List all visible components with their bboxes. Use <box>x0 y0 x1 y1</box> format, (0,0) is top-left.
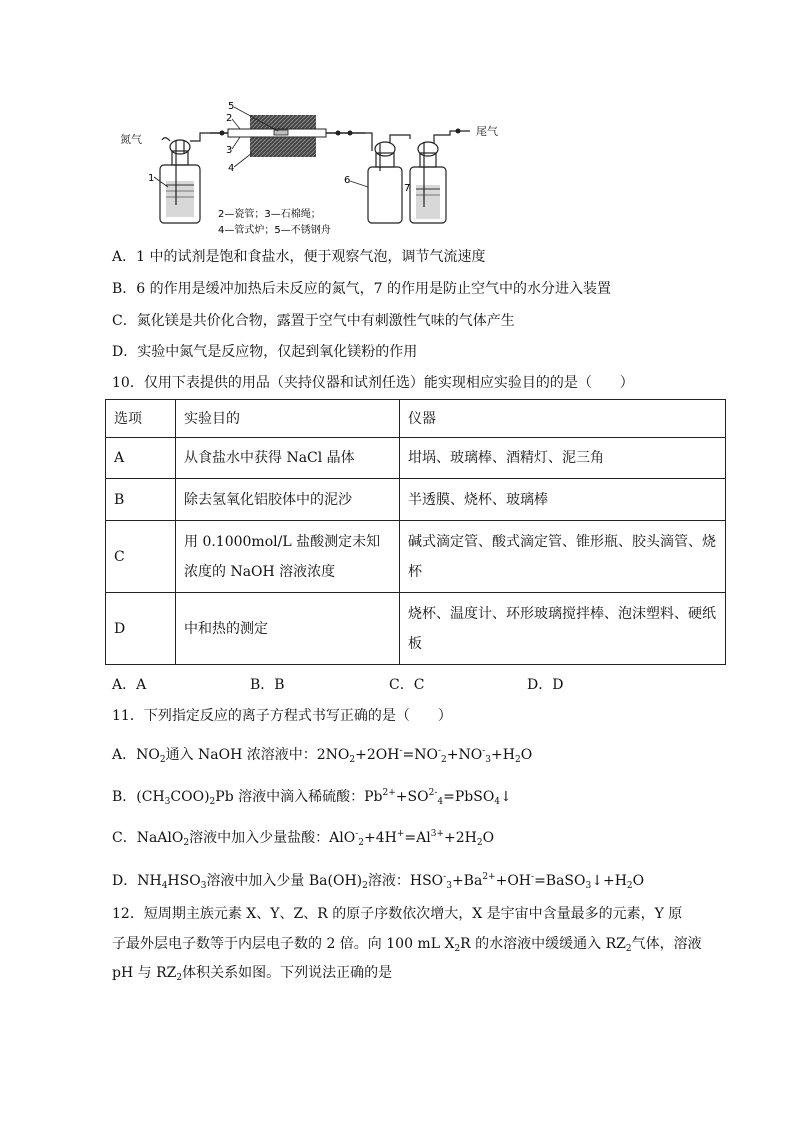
q10-answer-a: A．A <box>112 677 147 693</box>
apparatus-diagram <box>110 95 510 240</box>
table-row <box>106 438 726 479</box>
table-row <box>106 593 726 665</box>
table-row <box>106 521 726 593</box>
q9-option-d: D．实验中氮气是反应物，仅起到氧化镁粉的作用 <box>112 344 418 360</box>
num-7: 7 <box>404 183 411 194</box>
row-c-purpose: 用 0.1000mol/L 盐酸测定未知浓度的 NaOH 溶液浓度 <box>176 521 400 593</box>
q11-option-b: B．$(CH_3COO)_2Pb$ 溶液中滴入稀硫酸：$Pb^{2+}+SO^{2-}_4=PbSO_4↓$ <box>112 788 512 807</box>
num-1: 1 <box>148 173 155 184</box>
header-instruments: 仪器 <box>400 400 726 438</box>
buffer-bottle-6 <box>368 135 410 223</box>
q12-line-2: 子最外层电子数等于内层电子数的 2 倍。向 100 mL $X_2R$ 的水溶液中缓缓通入 $RZ_2$气体，溶液 <box>112 936 702 954</box>
label-tail-gas: 尾气 <box>476 125 498 138</box>
q11-option-a: A．$NO_2$通入 NaOH 浓溶液中：$2NO_2+2OH^-=NO^-_2+NO^-_3+H_2O$ <box>112 746 533 765</box>
tube-furnace-4 <box>228 115 326 157</box>
row-d-purpose: 中和热的测定 <box>176 593 400 665</box>
wash-bottle-1 <box>160 133 210 223</box>
q12-line-3: pH 与 $RZ_2$体积关系如图。下列说法正确的是 <box>112 965 393 983</box>
header-purpose: 实验目的 <box>176 400 400 438</box>
table-header-row <box>106 400 726 438</box>
q10-answer-c: C．C <box>389 677 425 693</box>
row-d-option: D <box>106 593 176 665</box>
q10-table <box>105 399 726 665</box>
row-c-instruments: 碱式滴定管、酸式滴定管、锥形瓶、胶头滴管、烧杯 <box>400 521 726 593</box>
row-d-instruments: 烧杯、温度计、环形玻璃搅拌棒、泡沫塑料、硬纸板 <box>400 593 726 665</box>
row-b-instruments: 半透膜、烧杯、玻璃棒 <box>400 479 726 521</box>
q9-option-b: B．6 的作用是缓冲加热后未反应的氮气，7 的作用是防止空气中的水分进入装置 <box>112 281 612 297</box>
num-3: 3 <box>226 145 233 156</box>
q9-option-c: C．氮化镁是共价化合物，露置于空气中有刺激性气味的气体产生 <box>112 313 515 329</box>
row-a-purpose: 从食盐水中获得 NaCl 晶体 <box>176 438 400 479</box>
q11-option-c: C．NaAlO$_2$溶液中加入少量盐酸：$AlO^-_2+4H^+=Al^{3+}+2H_2O$ <box>112 829 495 848</box>
num-4: 4 <box>228 163 235 174</box>
row-c-option: C <box>106 521 176 593</box>
table-row <box>106 479 726 521</box>
header-option: 选项 <box>106 400 176 438</box>
row-b-purpose: 除去氢氧化铝胶体中的泥沙 <box>176 479 400 521</box>
wash-bottle-7 <box>410 131 470 223</box>
q11-option-d: D．$NH_4HSO_3$溶液中加入少量 $Ba(OH)_2$溶液：$HSO^-_3+Ba^{2+}+OH^-=BaSO_3↓+H_2O$ <box>112 872 645 891</box>
q12-line-1: 12．短周期主族元素 X、Y、Z、R 的原子序数依次增大，X 是宇宙中含量最多的元素，Y 原 <box>112 906 683 922</box>
label-nitrogen: 氮气 <box>120 133 142 146</box>
q10-answer-b: B．B <box>250 677 285 693</box>
num-2: 2 <box>226 113 233 124</box>
q9-option-a: A．1 中的试剂是饱和食盐水，便于观察气泡，调节气流速度 <box>112 249 486 265</box>
legend-line-1: 2—瓷管；3—石棉绳； <box>218 209 321 220</box>
q10-answer-d: D．D <box>527 677 564 693</box>
row-b-option: B <box>106 479 176 521</box>
row-a-instruments: 坩埚、玻璃棒、酒精灯、泥三角 <box>400 438 726 479</box>
num-5: 5 <box>228 101 235 112</box>
row-a-option: A <box>106 438 176 479</box>
legend-line-2: 4—管式炉；5—不锈钢舟 <box>218 225 331 236</box>
q10-stem: 10．仅用下表提供的用品（夹持仪器和试剂任选）能实现相应实验目的的是（ ） <box>112 375 634 391</box>
q11-stem: 11．下列指定反应的离子方程式书写正确的是（ ） <box>112 708 452 724</box>
num-6: 6 <box>344 175 351 186</box>
